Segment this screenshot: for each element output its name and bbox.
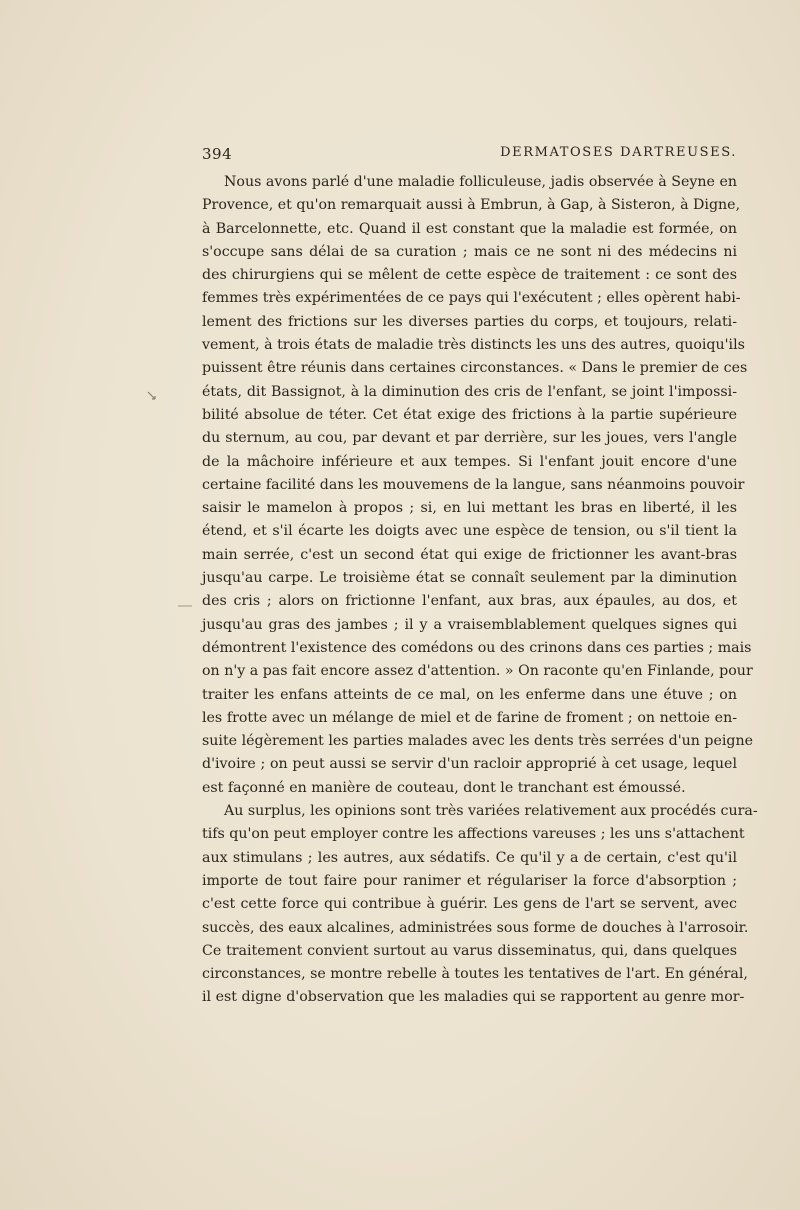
text-line: circonstances, se montre rebelle à toutes les tentatives de l'art. En général,: [202, 966, 748, 983]
text-line: certaine facilité dans les mouvemens de la langue, sans néanmoins pouvoir: [202, 476, 745, 493]
text-line: tifs qu'on peut employer contre les affections vareuses ; les uns s'attachent: [202, 826, 745, 843]
paper-blemish-dash: [178, 604, 192, 608]
text-line: Nous avons parlé d'une maladie folliculeuse, jadis observée à Seyne en: [224, 174, 737, 190]
text-line: Au surplus, les opinions sont très variées relativement aux procédés cura-: [224, 803, 758, 820]
text-line: importe de tout faire pour ranimer et régulariser la force d'absorption ;: [202, 872, 737, 889]
text-line: succès, des eaux alcalines, administrées sous forme de douches à l'arrosoir.: [202, 919, 749, 936]
text-line: il est digne d'observation que les maladies qui se rapportent au genre mor-: [202, 989, 745, 1006]
text-line: puissent être réunis dans certaines circonstances. « Dans le premier de ces: [202, 360, 748, 377]
text-line: états, dit Bassignot, à la diminution des cris de l'enfant, se joint l'impossi-: [202, 383, 737, 400]
paper-blemish-mark: [146, 390, 158, 402]
text-line: des cris ; alors on frictionne l'enfant, aux bras, aux épaules, au dos, et: [202, 593, 737, 610]
text-line: Ce traitement convient surtout au varus disseminatus, qui, dans quelques: [202, 942, 737, 959]
text-line: saisir le mamelon à propos ; si, en lui mettant les bras en liberté, il les: [202, 500, 737, 517]
text-line: étend, et s'il écarte les doigts avec une espèce de tension, ou s'il tient la: [202, 523, 737, 540]
text-line: des chirurgiens qui se mêlent de cette espèce de traitement : ce sont des: [202, 267, 737, 284]
page-number: 394: [202, 145, 233, 163]
text-line: main serrée, c'est un second état qui exige de frictionner les avant-bras: [202, 546, 737, 563]
text-line: jusqu'au carpe. Le troisième état se connaît seulement par la diminution: [202, 570, 737, 587]
text-line: d'ivoire ; on peut aussi se servir d'un racloir approprié à cet usage, lequel: [202, 756, 737, 773]
text-line: vement, à trois états de maladie très distincts les uns des autres, quoiqu'ils: [202, 337, 745, 354]
text-line: suite légèrement les parties malades avec les dents très serrées d'un peigne: [202, 733, 754, 750]
text-line: aux stimulans ; les autres, aux sédatifs. Ce qu'il y a de certain, c'est qu'il: [202, 849, 737, 866]
text-line: s'occupe sans délai de sa curation ; mais ce ne sont ni des médecins ni: [202, 243, 737, 260]
page-header: [202, 145, 737, 169]
text-line: jusqu'au gras des jambes ; il y a vraisemblablement quelques signes qui: [202, 616, 737, 633]
text-line: du sternum, au cou, par devant et par derrière, sur les joues, vers l'angle: [202, 430, 737, 447]
body-text: [202, 171, 758, 1010]
text-line: Provence, et qu'on remarquait aussi à Embrun, à Gap, à Sisteron, à Digne,: [202, 197, 741, 214]
text-line: est façonné en manière de couteau, dont le tranchant est émoussé.: [202, 779, 686, 796]
text-line: c'est cette force qui contribue à guérir. Les gens de l'art se servent, avec: [202, 896, 737, 913]
text-line: bilité absolue de téter. Cet état exige des frictions à la partie supérieure: [202, 406, 737, 423]
text-line: de la mâchoire inférieure et aux tempes. Si l'enfant jouit encore d'une: [202, 453, 737, 470]
text-line: lement des frictions sur les diverses parties du corps, et toujours, relati-: [202, 313, 737, 330]
text-line: femmes très expérimentées de ce pays qui l'exécutent ; elles opèrent habi-: [202, 290, 741, 307]
text-line: à Barcelonnette, etc. Quand il est constant que la maladie est formée, on: [202, 220, 737, 237]
text-line: les frotte avec un mélange de miel et de farine de froment ; on nettoie en-: [202, 709, 737, 726]
running-head: DERMATOSES DARTREUSES.: [500, 145, 737, 160]
text-line: traiter les enfans atteints de ce mal, on les enferme dans une étuve ; on: [202, 686, 737, 703]
text-line: démontrent l'existence des comédons ou des crinons dans ces parties ; mais: [202, 639, 752, 656]
text-line: on n'y a pas fait encore assez d'attention. » On raconte qu'en Finlande, pour: [202, 663, 753, 680]
